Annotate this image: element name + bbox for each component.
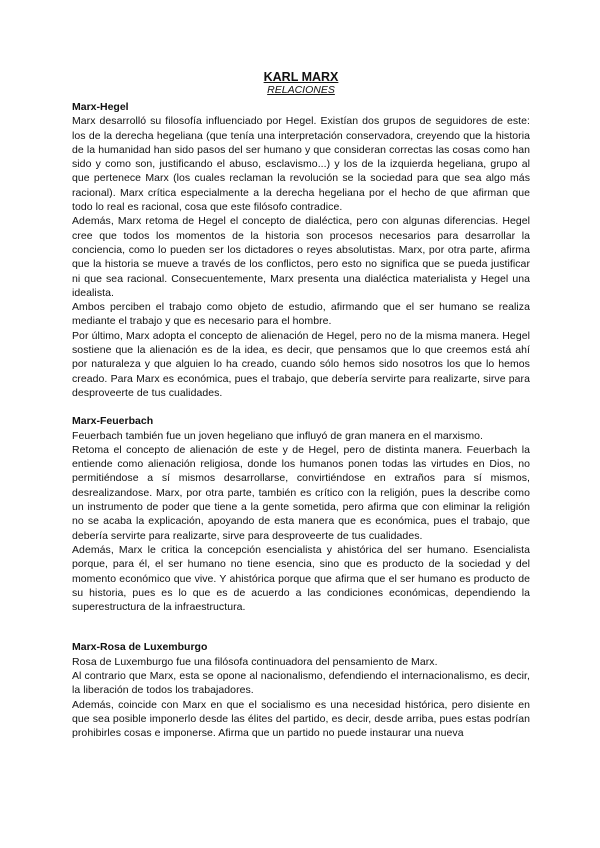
document-title: KARL MARX (263, 70, 339, 84)
section-heading: Marx-Feuerbach (72, 415, 154, 428)
paragraph: Ambos perciben el trabajo como objeto de estudio, afirmando que el ser humano se realiza mediante el trabajo y que es necesario para el hombre. (72, 301, 530, 328)
section-marx-feuerbach (72, 414, 530, 614)
section-marx-rosa-luxemburgo (72, 640, 530, 740)
paragraph: Al contrario que Marx, esta se opone al nacionalismo, defendiendo el internacionalismo, es decir, la liberación de todos los trabajadores. (72, 669, 530, 697)
section-heading: Marx-Rosa de Luxemburgo (72, 641, 208, 654)
paragraph: Además, Marx retoma de Hegel el concepto de dialéctica, pero con algunas diferencias. Hegel cree que todos los momentos de la historia son procesos necesarios para desarrollar la conciencia, como lo pueden ser los dictadores o reyes absolutistas. Marx, por otra parte, afirma que la historia se mueve a través de los conflictos, pero esto no significa que se pueda justificar ni que sea racional. Consecuentemente, Marx presenta una dialéctica materialista y Hegel una idealista. (72, 215, 530, 299)
paragraph: Rosa de Luxemburgo fue una filósofa continuadora del pensamiento de Marx. (72, 655, 438, 668)
paragraph: Además, Marx le critica la concepción esencialista y ahistórica del ser humano. Esencialista porque, para él, el ser humano no tiene esencia, sino que es producto de la sociedad y del momento económico que vive. Y ahistórica porque que afirma que el ser humano es producto de su historia, pues es lo que es de acuerdo a las condiciones económicas, dependiendo la superestructura de la infraestructura. (72, 543, 530, 614)
document-subtitle: RELACIONES (267, 84, 335, 96)
section-heading: Marx-Hegel (72, 101, 129, 113)
paragraph: Además, coincide con Marx en que el socialismo es una necesidad histórica, pero disiente en que sea posible imponerlo desde las élites del partido, es decir, desde arriba, pues estas podrían prohibirles cosas e imponerse. Afirma que un partido no puede instaurar una nueva (72, 698, 530, 740)
paragraph: Feuerbach también fue un joven hegeliano que influyó de gran manera en el marxismo. (72, 429, 483, 442)
paragraph: Por último, Marx adopta el concepto de alienación de Hegel, pero no de la misma manera. Hegel sostiene que la alienación es de la idea, es decir, que pensamos que lo que creemos está ahí por naturaleza y que alguien lo ha creado, cuando sólo hemos sido nosotros los que lo hemos creado. Para Marx es económica, pues el trabajo, que debería servirte para realizarte, sirve para desproveerte de tus cualidades. (72, 329, 530, 399)
section-marx-hegel (72, 100, 530, 400)
paragraph: Retoma el concepto de alienación de este y de Hegel, pero de distinta manera. Feuerbach la entiende como alienación religiosa, donde los humanos ponen todas las virtudes en Dios, no permitiéndose a sí mismos desarrollarse, convirtiéndose en extraños para sí mismos, desrealizandose. Marx, por otra parte, también es crítico con la religión, pues la describe como un instrumento de poder que tiene a la gente sometida, pero afirma que con eliminar la religión no se acaba la explicación, apoyando de esta manera que es económica, pues el trabajo, que debería servirte para realizarte, sirve para desproveerte de tus cualidades. (72, 443, 530, 542)
paragraph: Marx desarrolló su filosofía influenciado por Hegel. Existían dos grupos de seguidores de este: los de la derecha hegeliana (que tenía una interpretación conservadora, creyendo que la historia de la humanidad han sido pasos del ser humano y que consideran correctas las cosas como han sido y como son, justificando el abuso, esclavismo...) y los de la izquierda hegeliana, grupo al que pertenece Marx (los cuales reclaman la revolución se la sociedad para que sea algo más racional). Marx crítica especialmente a la derecha hegeliana por el hecho de que afirman que todo lo real es racional, cosa que este filósofo contradice. (72, 115, 530, 214)
